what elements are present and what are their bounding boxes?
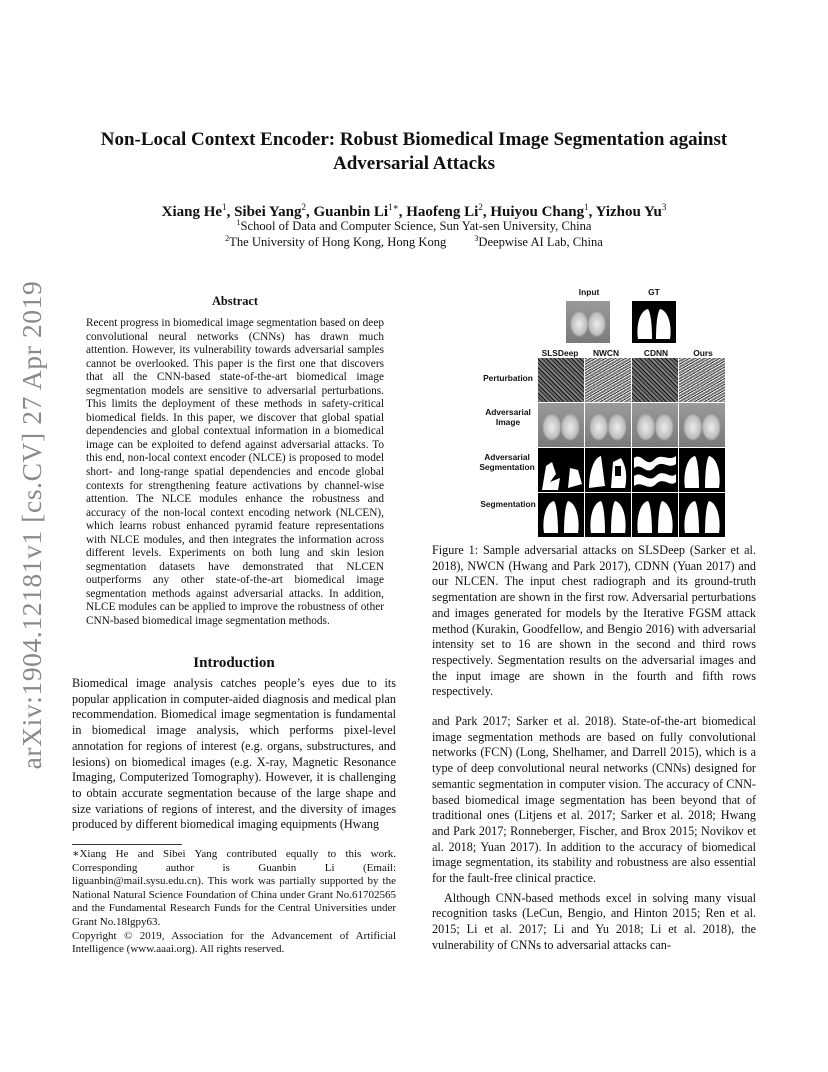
segmentation-slsdeep	[538, 493, 584, 537]
segmentation-cdnn-shape	[632, 493, 678, 537]
adversarial-seg-cdnn	[632, 448, 678, 492]
figure-col-nwcn: NWCN	[592, 348, 620, 358]
author-affiliation-mark: 2	[478, 202, 483, 212]
footnote	[72, 848, 396, 957]
abstract-heading: Abstract	[211, 294, 259, 308]
ground-truth-mask	[632, 301, 676, 343]
author-name: Huiyou Chang	[490, 204, 585, 220]
author-separator: ,	[398, 204, 407, 220]
affiliation-2-text: The University of Hong Kong, Hong Kong	[229, 235, 447, 250]
adversarial-image-cdnn	[632, 403, 678, 447]
segmentation-nwcn	[585, 493, 631, 537]
author-affiliation-mark: 1∗	[388, 202, 399, 212]
right-paragraph-2: Although CNN-based methods excel in solving many visual recognition tasks (LeCun, Bengio, and Hinton 2015; Ren et al. 2015; Li et al. 2017; Li and Yu 2018; Li et al. 2018), the vulnerability of CNNs to adversarial attacks can-	[432, 890, 756, 952]
adversarial-seg-ours	[679, 448, 725, 492]
adversarial-seg-slsdeep	[538, 448, 584, 492]
author-separator: ,	[482, 204, 491, 220]
figure-1	[478, 287, 748, 525]
figure-header-input: Input	[578, 287, 600, 297]
affiliation-2-mark: 2	[225, 234, 230, 243]
input-xray-image	[566, 301, 610, 343]
perturbation-nwcn	[585, 358, 631, 402]
figure-row-perturbation: Perturbation	[483, 373, 533, 383]
segmentation-ours	[679, 493, 725, 537]
author-separator: ,	[305, 204, 314, 220]
figure-col-slsdeep: SLSDeep	[541, 348, 579, 358]
author-affiliation-mark: 1	[222, 202, 227, 212]
figure-col-ours: Ours	[693, 348, 713, 358]
figure-row-adversarial-image: Adversarial Image	[485, 407, 531, 427]
author-affiliation-mark: 1	[584, 202, 589, 212]
footnote-divider	[72, 844, 182, 845]
author-separator: ,	[226, 204, 235, 220]
author-name: Xiang He	[161, 204, 223, 220]
introduction-heading: Introduction	[193, 655, 275, 671]
right-paragraph-1: and Park 2017; Sarker et al. 2018). State-of-the-art biomedical image segmentation methods are based on fully convolutional networks (FCN) (Long, Shelhamer, and Darrell 2015), which is a type of deep convolutional neural networks (CNNs) designed for semantic segmentation in computer vision. The accuracy of CNN-based biomedical image segmentation has been beyond that of traditional ones (Litjens et al. 2017; Sarker et al. 2018; Hwang and Park 2017; Ronneberger, Fischer, and Brox 2015; Novikov et al. 2018; Yuan 2017). In addition to the accuracy of biomedical image segmentation, its stability and robustness are also essential for the fault-free clinical practice.	[432, 714, 756, 886]
introduction-text: Biomedical image analysis catches people’s eyes due to its popular application in computer-aided diagnosis and medical plan recommendation. Biomedical image segmentation is fundamental in biomedical image analysis, which performs pixel-level annotation for regions of interest (e.g. organs, substructures, and lesions) on biomedical images (e.g. X-ray, Magnetic Resonance Imaging, Computerized Tomography). However, it is challenging to obtain accurate segmentation because of the large shape and size variations of regions of interest, and the diversity of images produced by different biomedical imaging equipments (Hwang	[72, 676, 396, 832]
figure-row-segmentation: Segmentation	[480, 499, 536, 509]
author-name: Guanbin Li	[313, 204, 389, 220]
footnote-text: ∗Xiang He and Sibei Yang contributed equally to this work. Corresponding author is Guanbin Li (Email: liguanbin@mail.sysu.edu.cn). This work was partially supported by the National Natural Science Foundation of China under Grant No.61702565 and the Fundamental Research Funds for the Central Universities under Grant No.18lgpy63.	[72, 848, 396, 928]
author-name: Yizhou Yu	[595, 204, 662, 220]
adversarial-image-nwcn	[585, 403, 631, 447]
figure-1-caption: Figure 1: Sample adversarial attacks on SLSDeep (Sarker et al. 2018), NWCN (Hwang and Park 2017), CDNN (Yuan 2017) and our NLCEN. The input chest radiograph and its ground-truth segmentation are shown in the first row. Adversarial perturbations and images generated for models by the Iterative FGSM attack method (Kurakin, Goodfellow, and Bengio 2016) with adversarial intensity set to 16 are shown in the second and third rows respectively. Segmentation results on the adversarial images and the input image are shown in the fourth and fifth rows respectively.	[432, 543, 756, 699]
right-column-body	[432, 714, 756, 954]
author-affiliation-mark: 3	[661, 202, 667, 212]
adversarial-seg-nwcn	[585, 448, 631, 492]
affiliation-3-mark: 3	[474, 234, 479, 243]
segmentation-slsdeep-shape	[538, 493, 584, 537]
affiliation-3-text: Deepwise AI Lab, China	[478, 235, 603, 250]
adversarial-seg-nwcn-shape	[585, 448, 631, 492]
arxiv-stamp: arXiv:1904.12181v1 [cs.CV] 27 Apr 2019	[16, 280, 47, 770]
segmentation-nwcn-shape	[585, 493, 631, 537]
author-name: Sibei Yang	[234, 204, 302, 220]
affiliation-1-text: School of Data and Computer Science, Sun Yat-sen University, China	[240, 219, 592, 234]
adversarial-seg-cdnn-shape	[632, 448, 678, 492]
abstract-text: Recent progress in biomedical image segmentation based on deep convolutional neural networks (CNNs) has drawn much attention. However, its vulnerability towards adversarial samples cannot be overlooked. This paper is the first one that discovers that all the CNN-based state-of-the-art biomedical image segmentation models are sensitive to adversarial perturbations. This limits the deployment of these methods in safety-critical biomedical fields. In this paper, we discover that global spatial dependencies and global contextual information in a biomedical image can be exploited to defend against adversarial attacks. To this end, non-local context encoder (NLCE) is proposed to model short- and long-range spatial dependencies and encode global contexts for strengthening feature activations by channel-wise attention. The NLCE modules enhance the robustness and accuracy of the non-local context encoding network (NLCEN), which learns robust enhanced pyramid feature representations with NLCE modules, and then integrates the information across different levels. Experiments on both lung and skin lesion segmentation datasets have demonstrated that NLCEN outperforms any other state-of-the-art biomedical image segmentation methods against adversarial attacks. In addition, NLCE modules can be applied to improve the robustness of other CNN-based biomedical image segmentation methods.	[86, 317, 384, 628]
adversarial-image-slsdeep	[538, 403, 584, 447]
perturbation-cdnn	[632, 358, 678, 402]
figure-col-cdnn: CDNN	[643, 348, 669, 358]
author-affiliation-mark: 2	[301, 202, 306, 212]
adversarial-seg-ours-shape	[679, 448, 725, 492]
figure-row-adversarial-segmentation: Adversarial Segmentation	[479, 452, 535, 472]
perturbation-slsdeep	[538, 358, 584, 402]
author-separator: ,	[588, 204, 596, 220]
affiliation-2-3	[60, 231, 768, 250]
paper-title: Non-Local Context Encoder: Robust Biomedical Image Segmentation against Adversarial Attacks	[100, 129, 728, 174]
ground-truth-mask-shape	[632, 301, 676, 343]
adversarial-image-ours	[679, 403, 725, 447]
author-name: Haofeng Li	[406, 204, 479, 220]
segmentation-cdnn	[632, 493, 678, 537]
figure-header-gt: GT	[648, 287, 660, 297]
affiliation-1-mark: 1	[236, 218, 241, 227]
copyright-notice: Copyright © 2019, Association for the Advancement of Artificial Intelligence (www.aaai.org). All rights reserved.	[72, 929, 396, 956]
adversarial-seg-slsdeep-shape	[538, 448, 584, 492]
segmentation-ours-shape	[679, 493, 725, 537]
perturbation-ours	[679, 358, 725, 402]
